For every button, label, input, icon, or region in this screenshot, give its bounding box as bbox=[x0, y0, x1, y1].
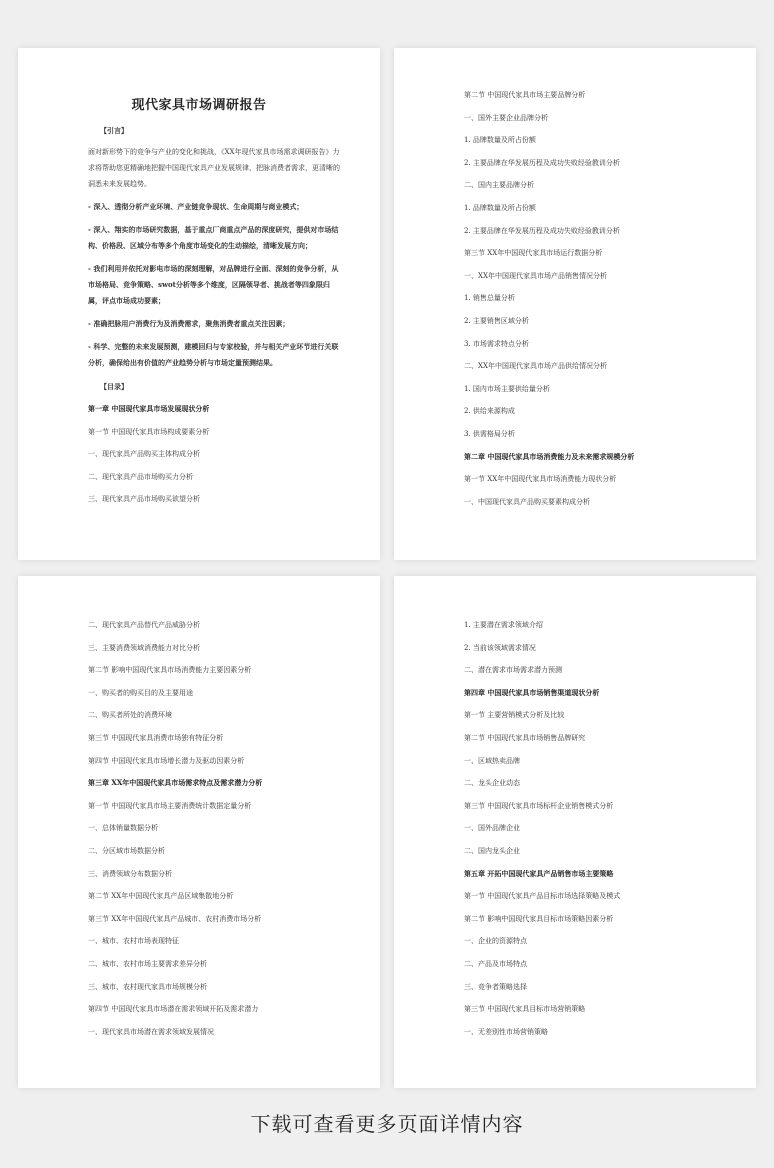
toc-entry: 第一节 中国现代家具产品目标市场选择策略及模式 bbox=[464, 892, 621, 901]
intro-bullet: - 我们利用并依托对影电市场的深刻理解，对品牌进行全面、深刻的竞争分析，从市场格局、竞争策略、swot分析等多个维度，区隔领导者、挑战者等四象限归属，评点市场成功要素； bbox=[88, 264, 339, 305]
toc-section-page-1 bbox=[18, 378, 380, 511]
toc-entry: 1. 主要潜在需求领域介绍 bbox=[464, 621, 543, 629]
intro-section bbox=[18, 123, 380, 371]
toc-entry: 1. 销售总量分析 bbox=[464, 294, 515, 303]
intro-label: 【引言】 bbox=[100, 126, 128, 135]
toc-entry: 1. 品牌数量及所占份额 bbox=[464, 136, 536, 145]
toc-list bbox=[88, 398, 350, 511]
toc-entry: 二、产品及市场特点 bbox=[464, 959, 527, 968]
toc-entry: 二、XX年中国现代家具市场产品供给情况分析 bbox=[464, 362, 607, 371]
toc-entry: 第二节 中国现代家具市场主要品牌分析 bbox=[464, 91, 586, 99]
toc-list bbox=[394, 576, 756, 1043]
toc-entry: 2. 供给来源构成 bbox=[464, 407, 515, 416]
toc-entry: 第二节 影响中国现代家具目标市场策略因素分析 bbox=[464, 914, 614, 923]
toc-entry: 一、现代家具市场潜在需求领域发展情况 bbox=[88, 1027, 214, 1036]
toc-entry: 二、现代家具产品市场购买力分析 bbox=[88, 472, 193, 481]
intro-bullet: - 准确把脉用户消费行为及消费需求，聚焦消费者重点关注因素； bbox=[88, 319, 290, 328]
toc-entry: 第一节 XX年中国现代家具市场消费能力现状分析 bbox=[464, 475, 617, 484]
toc-chapter-heading: 第一章 中国现代家具市场发展现状分析 bbox=[88, 404, 210, 413]
toc-entry: 一、无差别性市场营销策略 bbox=[464, 1027, 548, 1036]
toc-entry: 3. 市场需求特点分析 bbox=[464, 339, 529, 348]
toc-chapter-heading: 第四章 中国现代家具市场销售渠道现状分析 bbox=[464, 687, 600, 697]
toc-entry: 第三节 中国现代家具目标市场营销策略 bbox=[464, 1005, 586, 1014]
toc-entry: 第二节 影响中国现代家具市场消费能力主要因素分析 bbox=[88, 666, 252, 675]
toc-entry: 第三节 中国现代家具消费市场独有特征分析 bbox=[88, 733, 224, 742]
toc-entry: 三、现代家具产品市场购买欲望分析 bbox=[88, 495, 200, 504]
document-page-4 bbox=[394, 576, 756, 1088]
toc-entry: 一、国外品牌企业 bbox=[464, 824, 520, 833]
toc-entry: 第三节 中国现代家具市场标杆企业销售模式分析 bbox=[464, 801, 614, 810]
toc-entry: 第四节 中国现代家具市场潜在需求领域开拓及需求潜力 bbox=[88, 1005, 259, 1014]
toc-entry: 一、XX年中国现代家具市场产品销售情况分析 bbox=[464, 271, 607, 280]
intro-bullet: - 深入、透彻分析产业环境、产业链竞争现状、生命周期与商业模式； bbox=[88, 202, 304, 211]
toc-entry: 二、国内主要品牌分析 bbox=[464, 181, 534, 190]
download-more-caption: 下载可查看更多页面详情内容 bbox=[250, 1112, 524, 1136]
document-page-1 bbox=[18, 48, 380, 560]
toc-entry: 二、现代家具产品替代产品威胁分析 bbox=[88, 621, 200, 629]
toc-entry: 二、分区域市场数据分析 bbox=[88, 846, 165, 855]
document-title: 现代家具市场调研报告 bbox=[131, 98, 267, 113]
toc-entry: 第三节 XX年中国现代家具市场运行数据分析 bbox=[464, 249, 603, 258]
toc-entry: 三、消费领域分布数据分析 bbox=[88, 869, 172, 878]
toc-entry: 第二节 中国现代家具市场销售品牌研究 bbox=[464, 733, 586, 742]
toc-chapter-heading: 第二章 中国现代家具市场消费能力及未来需求规模分析 bbox=[464, 451, 635, 461]
toc-chapter-heading: 第三章 XX年中国现代家具市场需求特点及需求潜力分析 bbox=[88, 778, 263, 788]
toc-chapter-heading: 第五章 开拓中国现代家具产品销售市场主要策略 bbox=[464, 868, 614, 878]
intro-bullet: - 科学、完整的未来发展预测，建模回归与专家校验，并与相关产业环节进行关联分析，确保给出有价值的产业趋势分析与市场定量预测结果。 bbox=[88, 342, 339, 367]
toc-entry: 一、中国现代家具产品购买要素构成分析 bbox=[464, 497, 590, 506]
toc-entry: 2. 主要销售区域分析 bbox=[464, 316, 529, 325]
toc-entry: 二、购买者所处的消费环境 bbox=[88, 711, 172, 720]
document-page-2 bbox=[394, 48, 756, 560]
toc-entry: 1. 国内市场主要供给量分析 bbox=[464, 384, 550, 393]
toc-entry: 第一节 中国现代家具市场构成要素分析 bbox=[88, 427, 210, 436]
toc-entry: 第一节 主要营销模式分析及比较 bbox=[464, 711, 565, 720]
toc-entry: 一、企业的资源特点 bbox=[464, 937, 527, 946]
toc-entry: 3. 供需格局分析 bbox=[464, 429, 515, 438]
toc-entry: 二、城市、农村市场主要需求差异分析 bbox=[88, 959, 207, 968]
toc-label: 【目录】 bbox=[100, 382, 128, 391]
toc-entry: 三、主要消费领域消费能力对比分析 bbox=[88, 643, 200, 652]
toc-entry: 2. 主要品牌在华发展历程及成功失败经验教训分析 bbox=[464, 226, 620, 235]
toc-entry: 三、城市、农村现代家具市场规模分析 bbox=[88, 982, 207, 991]
intro-bullet: - 深入、翔实的市场研究数据，基于重点厂商重点产品的深度研究，提供对市场结构、价格段、区域分布等多个角度市场变化的生动描绘，清晰发展方向； bbox=[88, 225, 339, 250]
toc-entry: 一、购买者的购买目的及主要用途 bbox=[88, 688, 193, 697]
toc-list bbox=[18, 576, 380, 1043]
toc-entry: 1. 品牌数量及所占份额 bbox=[464, 203, 536, 212]
toc-entry: 一、区域热卖品牌 bbox=[464, 756, 520, 765]
toc-entry: 二、龙头企业动态 bbox=[464, 779, 520, 788]
toc-entry: 一、总体销量数据分析 bbox=[88, 824, 158, 833]
toc-entry: 2. 主要品牌在华发展历程及成功失败经验教训分析 bbox=[464, 158, 620, 167]
toc-entry: 一、城市、农村市场表现特征 bbox=[88, 937, 179, 946]
toc-entry: 一、国外主要企业品牌分析 bbox=[464, 113, 548, 122]
toc-entry: 二、国内龙头企业 bbox=[464, 846, 520, 855]
toc-entry: 一、现代家具产品购买主体构成分析 bbox=[88, 450, 200, 459]
toc-entry: 第二节 XX年中国现代家具产品区域集散地分析 bbox=[88, 892, 234, 901]
toc-entry: 三、竞争者策略选择 bbox=[464, 982, 527, 991]
toc-entry: 二、潜在需求市场需求潜力预测 bbox=[464, 666, 562, 675]
toc-entry: 第一节 中国现代家具市场主要消费统计数据定量分析 bbox=[88, 801, 252, 810]
toc-entry: 第三节 XX年中国现代家具产品城市、农村消费市场分析 bbox=[88, 914, 262, 923]
toc-entry: 2. 当前该领域需求情况 bbox=[464, 643, 536, 652]
toc-entry: 第四节 中国现代家具市场增长潜力及驱动因素分析 bbox=[88, 756, 245, 765]
toc-list bbox=[394, 48, 756, 513]
intro-paragraph: 面对新形势下的竞争与产业的变化和挑战，《XX年现代家具市场需求调研报告》力求将帮助您更精确地把握中国现代家具产业发展规律，把脉消费者需求，更清晰的洞悉未来发展趋势。 bbox=[88, 148, 340, 188]
document-page-3 bbox=[18, 576, 380, 1088]
